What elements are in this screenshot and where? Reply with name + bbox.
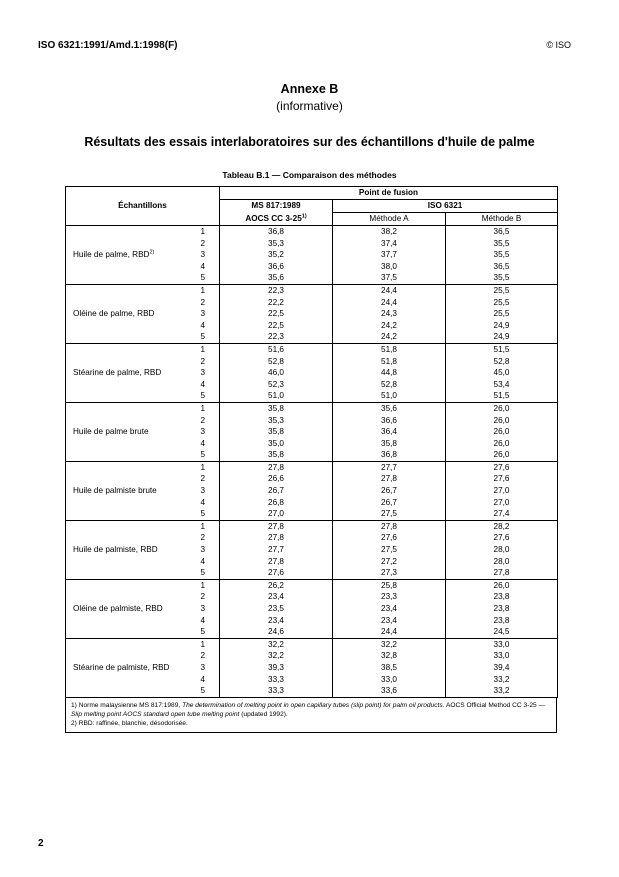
value-method-b: 28,0 xyxy=(446,556,558,568)
sample-index: 5 xyxy=(194,272,220,284)
sample-index: 3 xyxy=(194,426,220,438)
sample-index: 3 xyxy=(194,367,220,379)
value-method-a: 38,5 xyxy=(333,662,446,674)
sample-name-label: Stéarine de palme, RBD xyxy=(73,368,162,378)
value-ms-817: 51,6 xyxy=(220,343,333,355)
value-ms-817: 52,3 xyxy=(220,379,333,391)
value-method-b: 33,0 xyxy=(446,638,558,650)
value-method-a: 24,4 xyxy=(333,284,446,296)
sample-index: 5 xyxy=(194,390,220,402)
footnote-1-title: The determination of melting point in open capillary tubes (slip point) for palm oil products xyxy=(182,701,443,709)
value-ms-817: 36,6 xyxy=(220,261,333,273)
value-method-b: 51,5 xyxy=(446,390,558,402)
value-ms-817: 52,8 xyxy=(220,356,333,368)
sample-index: 4 xyxy=(194,438,220,450)
table-row xyxy=(66,284,558,296)
comparison-table xyxy=(65,186,558,698)
value-ms-817: 27,8 xyxy=(220,532,333,544)
value-method-b: 24,5 xyxy=(446,626,558,638)
sample-name-label: Huile de palmiste, RBD xyxy=(73,545,158,555)
sample-index: 4 xyxy=(194,261,220,273)
value-method-a: 27,8 xyxy=(333,520,446,532)
value-method-b: 53,4 xyxy=(446,379,558,391)
sample-index: 2 xyxy=(194,238,220,250)
table-row xyxy=(66,638,558,650)
document-reference: ISO 6321:1991/Amd.1:1998(F) xyxy=(38,40,178,51)
value-method-b: 28,0 xyxy=(446,544,558,556)
sample-index: 1 xyxy=(194,579,220,591)
value-method-a: 27,3 xyxy=(333,567,446,579)
value-method-a: 37,7 xyxy=(333,249,446,261)
sample-name xyxy=(66,461,194,520)
footnote-ref-2: 2) xyxy=(149,249,155,256)
value-ms-817: 26,2 xyxy=(220,579,333,591)
value-method-b: 28,2 xyxy=(446,520,558,532)
sample-index: 3 xyxy=(194,485,220,497)
value-method-b: 23,8 xyxy=(446,603,558,615)
header-ms-817: MS 817:1989 xyxy=(220,200,333,213)
value-method-a: 38,2 xyxy=(333,226,446,238)
value-ms-817: 27,0 xyxy=(220,508,333,520)
footnote-2: 2) RBD: raffinée, blanchie, désodorisée. xyxy=(71,719,188,727)
value-method-b: 25,5 xyxy=(446,284,558,296)
table-caption: Tableau B.1 — Comparaison des méthodes xyxy=(222,170,397,180)
value-method-a: 52,8 xyxy=(333,379,446,391)
value-ms-817: 23,4 xyxy=(220,615,333,627)
value-ms-817: 27,8 xyxy=(220,461,333,473)
value-method-a: 51,8 xyxy=(333,356,446,368)
value-method-b: 35,5 xyxy=(446,249,558,261)
value-method-a: 51,0 xyxy=(333,390,446,402)
sample-name-label: Stéarine de palmiste, RBD xyxy=(73,662,170,672)
value-method-a: 27,6 xyxy=(333,532,446,544)
sample-name-label: Huile de palme, RBD xyxy=(73,250,150,260)
sample-index: 1 xyxy=(194,226,220,238)
value-method-a: 38,0 xyxy=(333,261,446,273)
sample-index: 5 xyxy=(194,685,220,697)
sample-index: 5 xyxy=(194,331,220,343)
footnote-ref-1: 1) xyxy=(301,213,307,220)
sample-name xyxy=(66,520,194,579)
section-title: Résultats des essais interlaboratoires sur des échantillons d'huile de palme xyxy=(84,135,535,149)
value-method-b: 36,5 xyxy=(446,261,558,273)
table-row xyxy=(66,226,558,238)
value-ms-817: 23,5 xyxy=(220,603,333,615)
value-method-b: 33,0 xyxy=(446,650,558,662)
sample-name xyxy=(66,284,194,343)
value-method-a: 32,2 xyxy=(333,638,446,650)
value-ms-817: 32,2 xyxy=(220,650,333,662)
value-ms-817: 35,2 xyxy=(220,249,333,261)
value-ms-817: 26,7 xyxy=(220,485,333,497)
table-row xyxy=(66,579,558,591)
value-ms-817: 26,8 xyxy=(220,497,333,509)
sample-name xyxy=(66,226,194,285)
sample-index: 1 xyxy=(194,343,220,355)
value-method-b: 26,0 xyxy=(446,415,558,427)
header-method-a: Méthode A xyxy=(333,213,446,226)
value-method-b: 52,8 xyxy=(446,356,558,368)
sample-index: 1 xyxy=(194,402,220,414)
sample-index: 3 xyxy=(194,249,220,261)
value-method-a: 27,7 xyxy=(333,461,446,473)
annex-subtitle: (informative) xyxy=(276,99,343,113)
value-ms-817: 39,3 xyxy=(220,662,333,674)
sample-index: 3 xyxy=(194,662,220,674)
value-method-a: 35,6 xyxy=(333,402,446,414)
value-method-b: 33,2 xyxy=(446,674,558,686)
table-row xyxy=(66,402,558,414)
sample-index: 2 xyxy=(194,297,220,309)
value-method-a: 27,5 xyxy=(333,544,446,556)
value-method-a: 26,7 xyxy=(333,485,446,497)
sample-index: 4 xyxy=(194,320,220,332)
value-method-b: 27,6 xyxy=(446,532,558,544)
value-method-a: 24,4 xyxy=(333,626,446,638)
value-method-b: 25,5 xyxy=(446,297,558,309)
sample-index: 3 xyxy=(194,603,220,615)
value-method-b: 23,8 xyxy=(446,591,558,603)
value-method-b: 24,9 xyxy=(446,331,558,343)
sample-name xyxy=(66,579,194,638)
header-aocs-label: AOCS CC 3-25 xyxy=(245,213,302,223)
sample-index: 4 xyxy=(194,556,220,568)
value-ms-817: 51,0 xyxy=(220,390,333,402)
table-row xyxy=(66,461,558,473)
sample-name xyxy=(66,343,194,402)
sample-name-label: Oléine de palme, RBD xyxy=(73,309,155,319)
table-row xyxy=(66,520,558,532)
value-method-b: 27,8 xyxy=(446,567,558,579)
value-ms-817: 26,6 xyxy=(220,473,333,485)
value-method-a: 27,8 xyxy=(333,473,446,485)
annex-title: Annexe B xyxy=(280,82,339,96)
header-method-b: Méthode B xyxy=(446,213,558,226)
value-method-a: 25,8 xyxy=(333,579,446,591)
value-method-b: 33,2 xyxy=(446,685,558,697)
value-method-a: 44,8 xyxy=(333,367,446,379)
value-method-b: 26,0 xyxy=(446,438,558,450)
header-melting-point: Point de fusion xyxy=(220,187,558,200)
value-method-a: 33,6 xyxy=(333,685,446,697)
value-method-b: 35,5 xyxy=(446,272,558,284)
value-ms-817: 22,2 xyxy=(220,297,333,309)
sample-index: 4 xyxy=(194,379,220,391)
comparison-table-container xyxy=(65,186,557,733)
value-method-a: 27,5 xyxy=(333,508,446,520)
value-method-a: 36,6 xyxy=(333,415,446,427)
value-method-b: 27,0 xyxy=(446,485,558,497)
value-method-a: 35,8 xyxy=(333,438,446,450)
sample-name-label: Huile de palme brute xyxy=(73,427,149,437)
sample-index: 1 xyxy=(194,520,220,532)
value-method-b: 26,0 xyxy=(446,426,558,438)
sample-index: 5 xyxy=(194,449,220,461)
sample-index: 5 xyxy=(194,567,220,579)
value-method-a: 37,4 xyxy=(333,238,446,250)
value-ms-817: 35,8 xyxy=(220,449,333,461)
value-method-b: 27,0 xyxy=(446,497,558,509)
sample-index: 2 xyxy=(194,591,220,603)
table-row xyxy=(66,343,558,355)
value-ms-817: 22,5 xyxy=(220,308,333,320)
sample-index: 2 xyxy=(194,473,220,485)
value-method-b: 39,4 xyxy=(446,662,558,674)
value-ms-817: 27,8 xyxy=(220,556,333,568)
sample-index: 3 xyxy=(194,544,220,556)
value-method-b: 45,0 xyxy=(446,367,558,379)
value-ms-817: 35,0 xyxy=(220,438,333,450)
value-method-a: 24,3 xyxy=(333,308,446,320)
value-ms-817: 27,8 xyxy=(220,520,333,532)
value-method-b: 35,5 xyxy=(446,238,558,250)
sample-index: 3 xyxy=(194,308,220,320)
value-method-a: 23,4 xyxy=(333,615,446,627)
value-method-b: 27,6 xyxy=(446,473,558,485)
value-ms-817: 35,3 xyxy=(220,238,333,250)
value-method-b: 36,5 xyxy=(446,226,558,238)
header-samples: Échantillons xyxy=(66,187,220,226)
value-method-a: 32,8 xyxy=(333,650,446,662)
sample-name xyxy=(66,402,194,461)
sample-name-label: Huile de palmiste brute xyxy=(73,486,157,496)
value-method-a: 33,0 xyxy=(333,674,446,686)
sample-index: 2 xyxy=(194,532,220,544)
value-method-a: 27,2 xyxy=(333,556,446,568)
sample-index: 1 xyxy=(194,638,220,650)
value-method-a: 24,2 xyxy=(333,320,446,332)
value-method-b: 27,6 xyxy=(446,461,558,473)
value-ms-817: 24,6 xyxy=(220,626,333,638)
value-method-b: 25,5 xyxy=(446,308,558,320)
value-method-b: 24,9 xyxy=(446,320,558,332)
sample-index: 4 xyxy=(194,615,220,627)
sample-name xyxy=(66,638,194,697)
value-ms-817: 35,3 xyxy=(220,415,333,427)
sample-index: 2 xyxy=(194,356,220,368)
sample-index: 1 xyxy=(194,284,220,296)
value-ms-817: 32,2 xyxy=(220,638,333,650)
footnote-1-mid: . AOCS Official Method CC 3-25 — xyxy=(442,701,546,709)
sample-index: 2 xyxy=(194,415,220,427)
value-ms-817: 22,5 xyxy=(220,320,333,332)
value-method-a: 37,5 xyxy=(333,272,446,284)
value-method-a: 23,3 xyxy=(333,591,446,603)
copyright-notice: © ISO xyxy=(546,40,571,50)
value-ms-817: 35,6 xyxy=(220,272,333,284)
sample-index: 2 xyxy=(194,650,220,662)
header-iso-6321: ISO 6321 xyxy=(333,200,558,213)
table-footnotes xyxy=(65,698,557,733)
value-ms-817: 35,8 xyxy=(220,402,333,414)
header-aocs xyxy=(220,213,333,226)
footnote-1 xyxy=(71,701,551,719)
value-method-a: 26,7 xyxy=(333,497,446,509)
sample-index: 5 xyxy=(194,508,220,520)
value-method-b: 26,0 xyxy=(446,402,558,414)
footnote-1-prefix: 1) Norme malaysienne MS 817:1989, xyxy=(71,701,183,709)
footnote-1-method-title: Slip melting point AOCS standard open tube melting point xyxy=(71,710,240,718)
sample-name-label: Oléine de palmiste, RBD xyxy=(73,604,163,613)
sample-index: 5 xyxy=(194,626,220,638)
value-ms-817: 22,3 xyxy=(220,331,333,343)
value-method-b: 27,4 xyxy=(446,508,558,520)
value-ms-817: 33,3 xyxy=(220,674,333,686)
sample-index: 1 xyxy=(194,461,220,473)
value-method-a: 24,4 xyxy=(333,297,446,309)
value-method-a: 24,2 xyxy=(333,331,446,343)
page-number: 2 xyxy=(38,838,44,849)
value-method-b: 26,0 xyxy=(446,449,558,461)
value-ms-817: 23,4 xyxy=(220,591,333,603)
value-method-a: 23,4 xyxy=(333,603,446,615)
table-body xyxy=(66,226,558,698)
value-ms-817: 36,8 xyxy=(220,226,333,238)
value-ms-817: 33,3 xyxy=(220,685,333,697)
value-method-b: 26,0 xyxy=(446,579,558,591)
sample-index: 4 xyxy=(194,674,220,686)
value-method-b: 51,5 xyxy=(446,343,558,355)
sample-index: 4 xyxy=(194,497,220,509)
value-ms-817: 22,3 xyxy=(220,284,333,296)
value-method-b: 23,8 xyxy=(446,615,558,627)
footnote-1-suffix: (updated 1992). xyxy=(239,710,288,718)
value-method-a: 51,8 xyxy=(333,343,446,355)
value-ms-817: 46,0 xyxy=(220,367,333,379)
value-ms-817: 35,8 xyxy=(220,426,333,438)
value-ms-817: 27,6 xyxy=(220,567,333,579)
value-method-a: 36,8 xyxy=(333,449,446,461)
value-ms-817: 27,7 xyxy=(220,544,333,556)
value-method-a: 36,4 xyxy=(333,426,446,438)
